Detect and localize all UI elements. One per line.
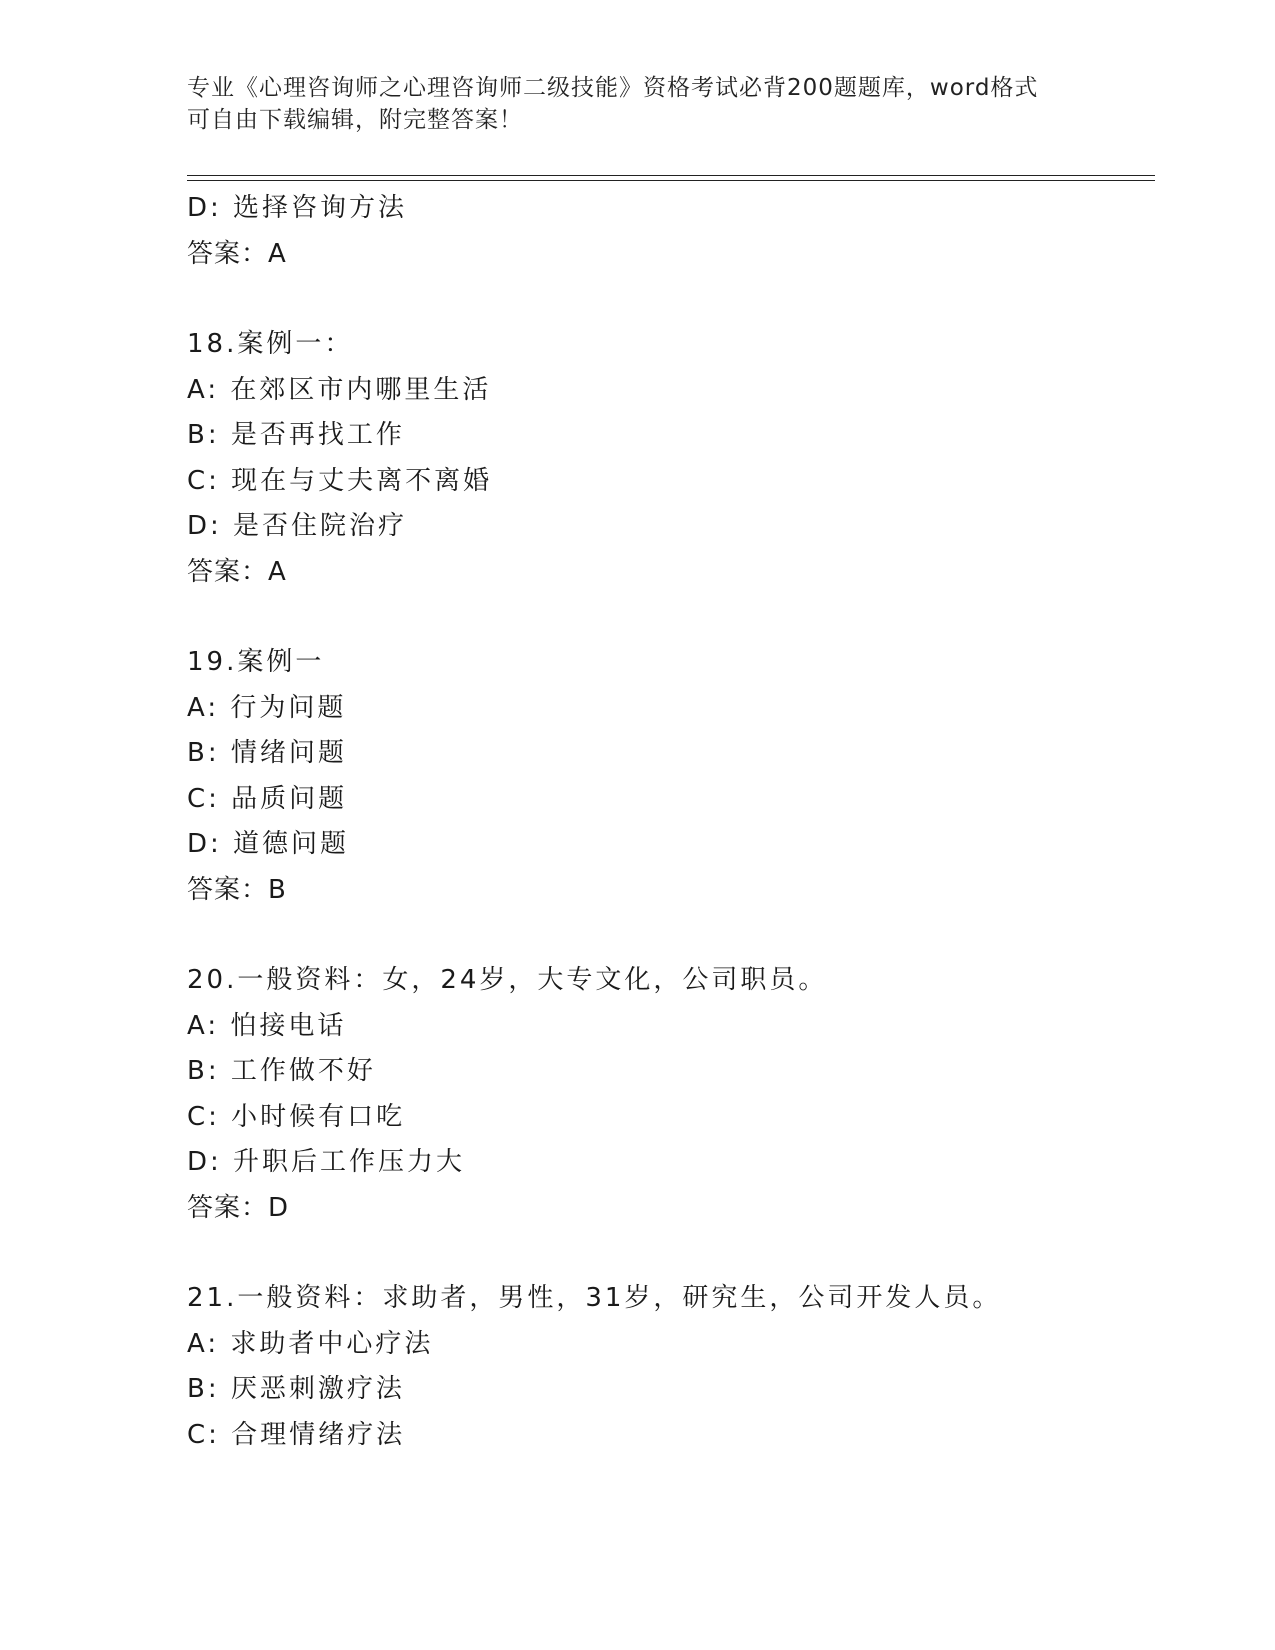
option-a: A: 在郊区市内哪里生活 — [187, 374, 492, 405]
header-divider-bottom — [187, 180, 1155, 181]
option-a: A: 求助者中心疗法 — [187, 1328, 434, 1359]
option-c: C: 现在与丈夫离不离婚 — [187, 465, 493, 496]
option-a: A: 怕接电话 — [187, 1010, 347, 1041]
spacer — [187, 595, 1155, 640]
question-block-18 — [187, 322, 1155, 595]
option-d: D: 升职后工作压力大 — [187, 1147, 466, 1177]
header-title-line-2: 可自由下载编辑，附完整答案！ — [187, 107, 523, 133]
option-a: A: 行为问题 — [187, 692, 347, 723]
answer-line: 答案：D — [187, 1192, 290, 1223]
question-block-19 — [187, 640, 1155, 913]
option-c: C: 小时候有口吃 — [187, 1101, 406, 1132]
option-c: C: 合理情绪疗法 — [187, 1419, 406, 1450]
header-divider-top — [187, 175, 1155, 176]
question-block-20 — [187, 958, 1155, 1231]
option-d: D: 道德问题 — [187, 829, 350, 859]
question-block-21 — [187, 1276, 1155, 1458]
option-d: D: 是否住院治疗 — [187, 511, 408, 541]
option-d: D: 选择咨询方法 — [187, 193, 408, 223]
answer-line: 答案：A — [187, 556, 287, 587]
question-stem: 18.案例一： — [187, 329, 354, 359]
answer-line: 答案：B — [187, 874, 287, 905]
question-block-prev — [187, 186, 1155, 277]
question-stem: 19.案例一 — [187, 647, 325, 677]
header-title-line-1: 专业《心理咨询师之心理咨询师二级技能》资格考试必背200题题库，word格式 — [187, 75, 1039, 101]
answer-line: 答案：A — [187, 238, 287, 269]
question-stem: 21.一般资料：求助者，男性，31岁，研究生，公司开发人员。 — [187, 1283, 1002, 1313]
question-list — [187, 186, 1155, 1458]
option-b: B: 工作做不好 — [187, 1056, 376, 1086]
page-header — [187, 72, 1087, 136]
spacer — [187, 1231, 1155, 1276]
option-b: B: 厌恶刺激疗法 — [187, 1374, 405, 1404]
option-c: C: 品质问题 — [187, 783, 348, 814]
spacer — [187, 913, 1155, 958]
option-b: B: 情绪问题 — [187, 738, 347, 768]
spacer — [187, 277, 1155, 322]
question-stem: 20.一般资料：女，24岁，大专文化，公司职员。 — [187, 965, 828, 995]
option-b: B: 是否再找工作 — [187, 420, 405, 450]
